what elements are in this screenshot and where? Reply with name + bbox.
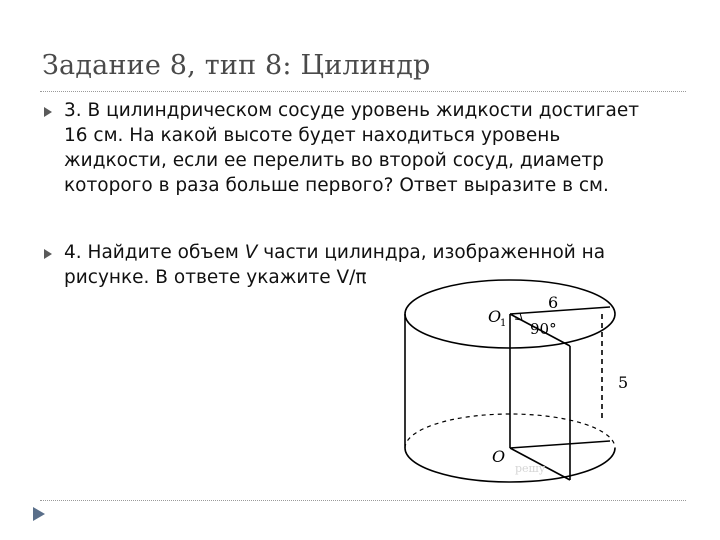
title-divider bbox=[40, 91, 686, 92]
label-o1-sub: 1 bbox=[500, 318, 507, 329]
task-3-line-1: 3. В цилиндрическом сосуде уровень жидкости достигает bbox=[64, 100, 639, 121]
sector-radius-bottom-2 bbox=[510, 441, 610, 448]
task-3-line-2: 16 см. На какой высоте будет находиться уровень bbox=[64, 125, 561, 146]
triangle-bullet-icon bbox=[44, 107, 52, 117]
task-4-line-2: рисунке. В ответе укажите V/π bbox=[64, 267, 367, 288]
task-3-line-4: которого в раза больше первого? Ответ выразите в см. bbox=[64, 175, 609, 196]
label-angle: 90° bbox=[530, 320, 557, 338]
label-o1: O bbox=[488, 307, 502, 326]
sector-radius-top-1 bbox=[510, 307, 610, 314]
triangle-bullet-icon bbox=[44, 249, 52, 259]
task-4-suffix: части цилиндра, изображенной на bbox=[257, 242, 606, 263]
bottom-front-arc bbox=[405, 448, 615, 482]
label-o: O bbox=[492, 447, 506, 466]
label-height: 5 bbox=[618, 373, 629, 392]
label-radius: 6 bbox=[548, 293, 559, 312]
task-3-text bbox=[64, 98, 664, 198]
watermark: решу bbox=[515, 462, 546, 475]
volume-variable: V bbox=[244, 242, 258, 263]
navigation-arrow-icon[interactable] bbox=[30, 506, 48, 522]
task-3-line-3: жидкости, если ее перелить во второй сосуд, диаметр bbox=[64, 150, 604, 171]
task-4-line-1 bbox=[64, 240, 664, 265]
cylinder-figure bbox=[380, 272, 660, 490]
task-4-prefix: 4. Найдите объем bbox=[64, 242, 245, 263]
slide-title: Задание 8, тип 8: Цилиндр bbox=[42, 50, 431, 81]
footer-divider bbox=[40, 500, 686, 501]
